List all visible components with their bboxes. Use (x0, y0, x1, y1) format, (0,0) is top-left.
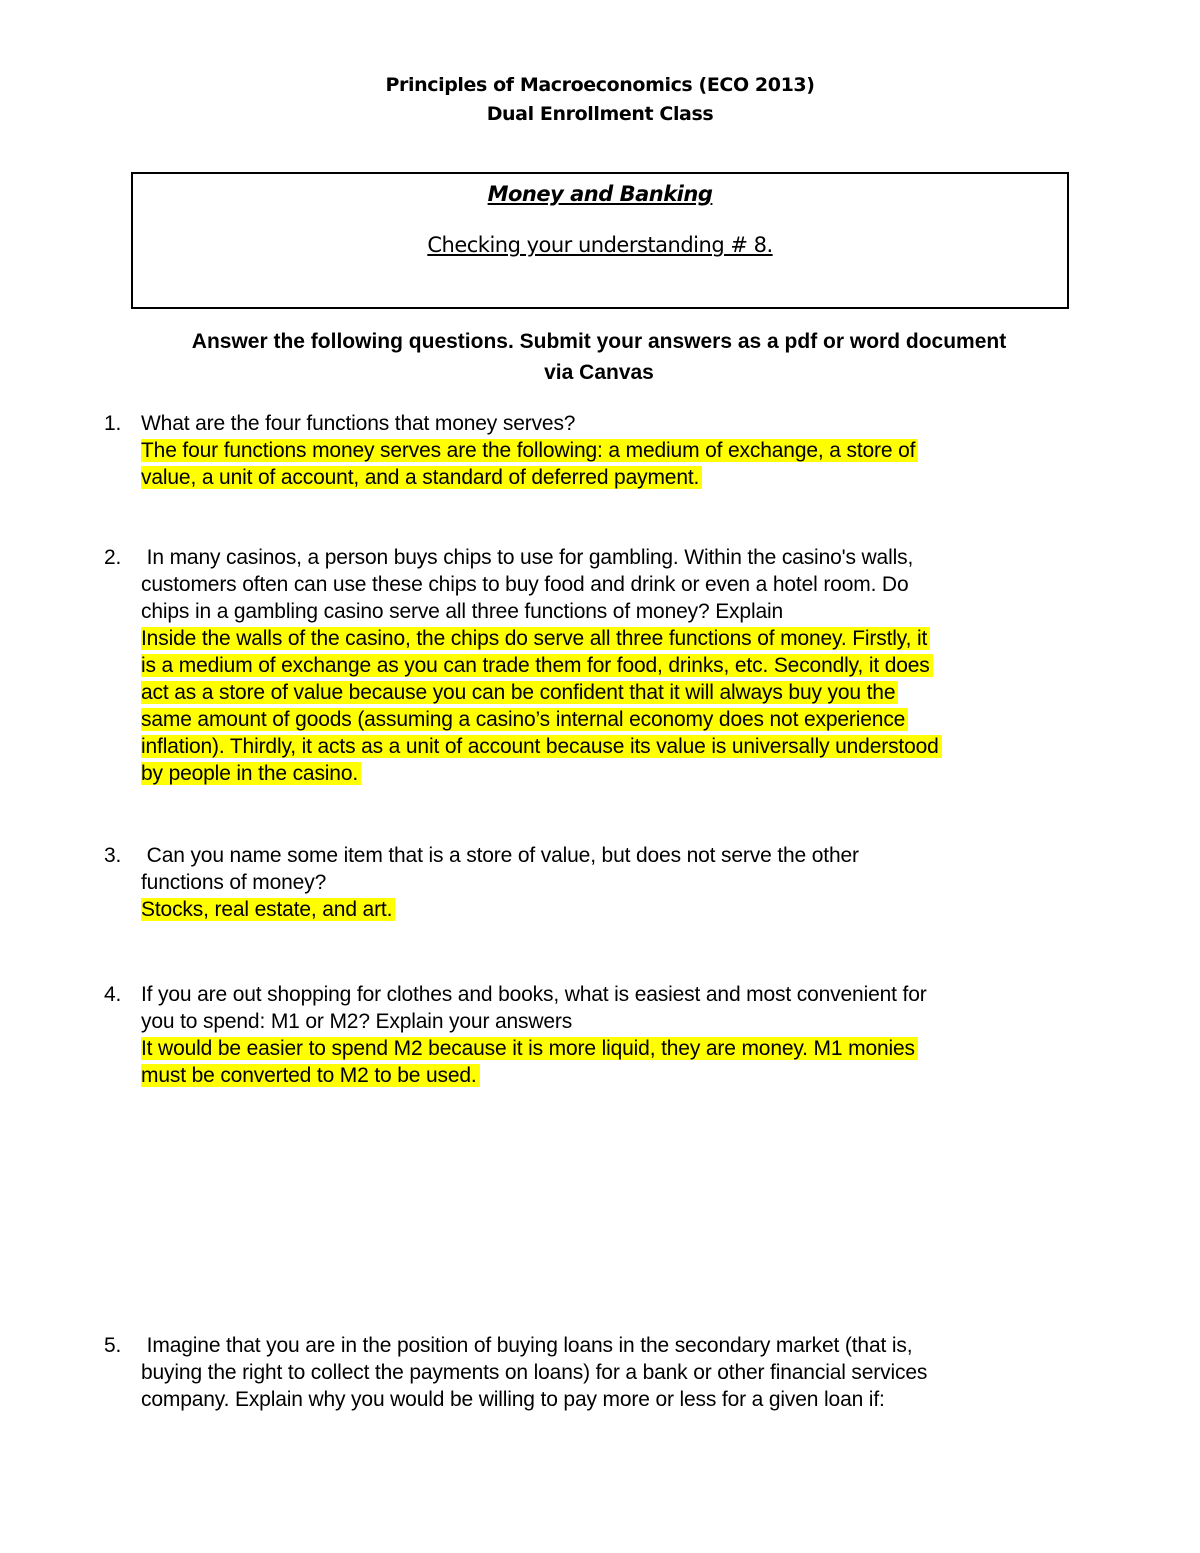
answer-text-line: act as a store of value because you can be confident that it will always buy you the (141, 681, 898, 704)
instructions-line-2: via Canvas (544, 361, 654, 384)
answer-text-line: same amount of goods (assuming a casino’s internal economy does not experience (141, 708, 908, 731)
question-text-line: company. Explain why you would be willing to pay more or less for a given loan if: (141, 1388, 885, 1411)
answer-text-line: The four functions money serves are the following: a medium of exchange, a store of (141, 439, 918, 462)
question-number: 1. (104, 412, 122, 435)
instructions-line-1: Answer the following questions. Submit your answers as a pdf or word document (191, 330, 1007, 353)
question-number: 3. (104, 844, 122, 867)
question-4 (104, 981, 1104, 1089)
question-text-line: buying the right to collect the payments on loans) for a bank or other financial services (141, 1361, 928, 1384)
question-number: 5. (104, 1334, 122, 1357)
class-type: Dual Enrollment Class (486, 103, 714, 125)
instructions (120, 326, 1078, 388)
question-text-line: What are the four functions that money serves? (141, 412, 576, 435)
question-1 (104, 410, 1104, 491)
question-text-line: functions of money? (141, 871, 327, 894)
title-box (131, 172, 1069, 309)
question-number: 4. (104, 983, 122, 1006)
answer-text-line: must be converted to M2 to be used. (141, 1064, 480, 1087)
question-2 (104, 544, 1104, 787)
question-text-line: Imagine that you are in the position of buying loans in the secondary market (that is, (141, 1334, 913, 1357)
course-title: Principles of Macroeconomics (ECO 2013) (385, 74, 815, 96)
question-number: 2. (104, 546, 122, 569)
question-text-line: If you are out shopping for clothes and books, what is easiest and most convenient for (141, 983, 927, 1006)
answer-text-line: is a medium of exchange as you can trade them for food, drinks, etc. Secondly, it does (141, 654, 933, 677)
question-5 (104, 1332, 1104, 1413)
question-text-line: you to spend: M1 or M2? Explain your answers (141, 1010, 573, 1033)
question-text-line: customers often can use these chips to buy food and drink or even a hotel room. Do (141, 573, 909, 596)
answer-text-line: by people in the casino. (141, 762, 361, 785)
question-text-line: In many casinos, a person buys chips to use for gambling. Within the casino's walls, (141, 546, 914, 569)
topic-title: Money and Banking (487, 182, 713, 206)
answer-text-line: inflation). Thirdly, it acts as a unit of account because its value is universally understood (141, 735, 942, 758)
question-text-line: chips in a gambling casino serve all three functions of money? Explain (141, 600, 784, 623)
answer-text-line: Stocks, real estate, and art. (141, 898, 395, 921)
answer-text-line: value, a unit of account, and a standard of deferred payment. (141, 466, 702, 489)
answer-text-line: Inside the walls of the casino, the chips do serve all three functions of money. Firstly, it (141, 627, 930, 650)
answer-text-line: It would be easier to spend M2 because it is more liquid, they are money. M1 monies (141, 1037, 918, 1060)
question-text-line: Can you name some item that is a store of value, but does not serve the other (141, 844, 859, 867)
question-3 (104, 842, 1104, 923)
assignment-subtitle: Checking your understanding # 8. (427, 233, 773, 257)
